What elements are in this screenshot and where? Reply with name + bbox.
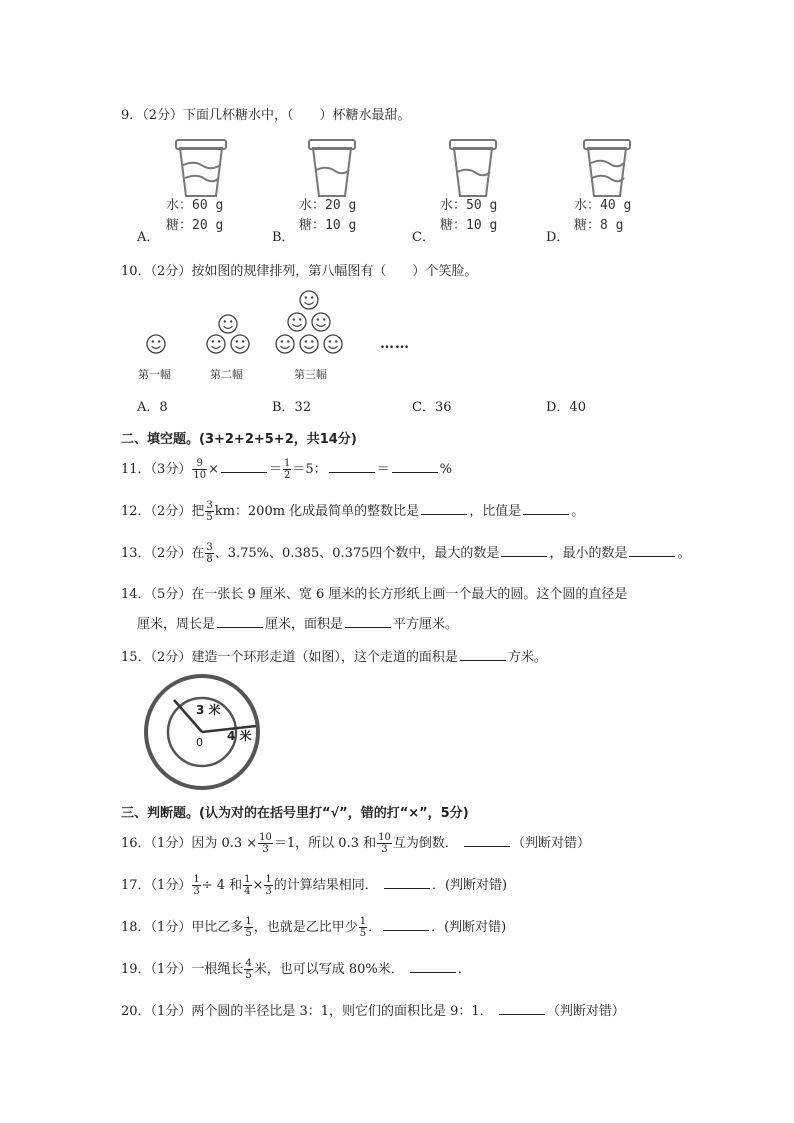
q14-blank-2[interactable] — [345, 615, 391, 628]
denominator: 8 — [206, 554, 213, 565]
smiley-icon — [324, 335, 342, 353]
q16-text: ＝1，所以 0.3 和 — [273, 836, 377, 851]
q12-blank-2[interactable] — [523, 502, 569, 515]
water-amount: 水：20 g — [299, 198, 357, 213]
q10-option-c[interactable]: C．36 — [412, 400, 452, 415]
times-sign: × — [208, 462, 219, 477]
q11-prefix: 11．（3分） — [121, 462, 192, 477]
q9-option-a-info — [166, 196, 223, 236]
period: 。 — [677, 546, 691, 561]
q13-blank-1[interactable] — [501, 544, 547, 557]
q12-prefix: 12．（2分）把 — [121, 504, 205, 519]
q16-blank[interactable] — [464, 834, 510, 847]
denominator: 5 — [245, 928, 252, 939]
q14-text-2: 厘米，面积是 — [265, 617, 344, 632]
q16-text-2: 互为倒数． — [392, 836, 458, 851]
q20 — [121, 1000, 625, 1019]
q13-text-2: ，最小的数是 — [549, 546, 628, 561]
numerator: 1 — [359, 916, 367, 927]
q9-option-d-info — [574, 196, 631, 236]
q14-text-3: 平方厘米。 — [393, 617, 459, 632]
smiley-icon — [288, 313, 306, 331]
q11-ratio-text: ＝5： — [292, 462, 327, 477]
denominator: 5 — [206, 512, 213, 523]
denominator: 3 — [265, 886, 272, 897]
q14-line-1: 14．（5分）在一张长 9 厘米、宽 6 厘米的长方形纸上画一个最大的圆。这个圆的直径是 — [121, 587, 628, 602]
q12-text-2: ，比值是 — [469, 504, 522, 519]
q9-option-b-info — [299, 196, 356, 236]
q17-fraction-1 — [192, 874, 200, 897]
cup-icon — [309, 140, 355, 196]
outer-radius-label: 4 米 — [227, 729, 252, 743]
smiley-icon — [312, 313, 330, 331]
q12-text: km：200m 化成最简单的整数比是 — [214, 504, 420, 519]
inner-radius-label: 3 米 — [196, 703, 221, 717]
q17-fraction-3 — [264, 874, 272, 897]
q19 — [121, 958, 471, 981]
period: ． — [457, 962, 471, 977]
judge-hint: ．(判断对错) — [431, 878, 508, 893]
numerator: 9 — [192, 458, 207, 470]
q19-text: 米，也可以写成 80%米． — [253, 962, 404, 977]
denominator: 10 — [193, 470, 207, 481]
smiley-icon — [300, 291, 318, 309]
equals-sign: ＝ — [268, 462, 282, 477]
cup-icon — [584, 140, 630, 196]
q13-blank-2[interactable] — [629, 544, 675, 557]
numerator: 4 — [245, 958, 252, 969]
q11-blank-2[interactable] — [329, 460, 375, 473]
numerator: 3 — [206, 542, 213, 553]
q13-fraction — [205, 542, 213, 565]
section-3-title: 三、判断题。(认为对的在括号里打“√”，错的打“×”，5分) — [121, 806, 469, 821]
denominator: 4 — [244, 886, 251, 897]
q20-text: 20．（1分）两个圆的半径比是 3：1，则它们的面积比是 9：1． — [121, 1004, 493, 1019]
q13 — [121, 542, 690, 565]
q12-blank-1[interactable] — [421, 502, 467, 515]
q9-option-a-letter[interactable]: A． — [137, 230, 160, 245]
q16 — [121, 832, 590, 855]
numerator: 1 — [245, 916, 252, 927]
q19-prefix: 19．（1分）一根绳长 — [121, 962, 244, 977]
q10-label-2: 第二幅 — [210, 368, 243, 381]
q11-fraction-2 — [283, 458, 291, 481]
q16-fraction-2 — [377, 832, 392, 855]
sugar-amount: 糖：20 g — [166, 218, 224, 233]
q17-fraction-2 — [243, 874, 251, 897]
q14-blank-1[interactable] — [217, 615, 263, 628]
q9-option-d-letter[interactable]: D． — [546, 230, 570, 245]
section-2-title: 二、填空题。(3+2+2+5+2，共14分) — [121, 432, 357, 447]
denominator: 3 — [262, 844, 269, 855]
period: 。 — [571, 504, 585, 519]
q18-fraction-2 — [359, 916, 367, 939]
q13-prefix: 13．（2分）在 — [121, 546, 205, 561]
q11-blank-3[interactable] — [392, 460, 438, 473]
judge-hint: （判断对错） — [512, 836, 591, 851]
q9-option-c-letter[interactable]: C． — [412, 230, 435, 245]
period: ． — [368, 920, 382, 935]
judge-hint: （判断对错） — [546, 1004, 625, 1019]
sugar-amount: 糖：10 g — [440, 218, 498, 233]
q18-prefix: 18．（1分）甲比乙多 — [121, 920, 244, 935]
sugar-amount: 糖：8 g — [574, 218, 624, 233]
q13-text: 、3.75%、0.385、0.375四个数中，最大的数是 — [214, 546, 500, 561]
q11-blank-1[interactable] — [221, 460, 267, 473]
q15-text: 15．（2分）建造一个环形走道（如图），这个走道的面积是 — [121, 650, 458, 665]
q9-stem: 9．（2分）下面几杯糖水中，（ ）杯糖水最甜。 — [121, 108, 411, 123]
q17 — [121, 874, 507, 897]
smiley-icon — [207, 335, 225, 353]
smiley-icon — [300, 335, 318, 353]
judge-hint: ．(判断对错) — [431, 920, 507, 935]
water-amount: 水：60 g — [166, 198, 224, 213]
q12-fraction — [205, 500, 213, 523]
numerator: 3 — [206, 500, 213, 511]
sugar-amount: 糖：10 g — [299, 218, 357, 233]
cup-icon — [176, 140, 226, 196]
q12 — [121, 500, 584, 523]
q9-option-c-info — [440, 196, 497, 236]
q17-blank[interactable] — [384, 876, 430, 889]
q16-fraction-1 — [258, 832, 273, 855]
q14-text: 厘米，周长是 — [137, 617, 216, 632]
denominator: 3 — [193, 886, 200, 897]
numerator: 1 — [244, 874, 251, 885]
q15-ring-diagram — [140, 672, 270, 792]
smiley-icon — [231, 335, 249, 353]
q10-label-1: 第一幅 — [138, 368, 171, 381]
q10-stem: 10．（2分）按如图的规律排列，第八幅图有（ ）个笑脸。 — [121, 264, 478, 279]
numerator: 1 — [193, 874, 200, 885]
q19-blank[interactable] — [410, 960, 456, 973]
q9-option-b-letter[interactable]: B． — [272, 230, 295, 245]
q17-text-2: 的计算结果相同． — [273, 878, 378, 893]
q18-fraction-1 — [244, 916, 252, 939]
q10-option-a[interactable]: A．8 — [137, 400, 168, 415]
cup-icon — [450, 140, 496, 196]
q17-text: ÷ 4 和 — [201, 878, 243, 893]
numerator: 10 — [378, 832, 391, 843]
q18 — [121, 916, 506, 939]
percent-sign: % — [439, 462, 453, 477]
smiley-icon — [276, 335, 294, 353]
denominator: 2 — [283, 470, 291, 481]
numerator: 1 — [283, 458, 291, 469]
q10-ellipsis: …… — [380, 336, 410, 352]
smiley-icon — [147, 335, 165, 353]
q10-label-3: 第三幅 — [294, 368, 327, 381]
equals-sign: ＝ — [376, 462, 390, 477]
q14-line-2 — [137, 613, 458, 632]
q16-prefix: 16．（1分）因为 0.3 × — [121, 836, 258, 851]
q17-prefix: 17．（1分） — [121, 878, 192, 893]
denominator: 5 — [359, 928, 367, 939]
water-amount: 水：50 g — [440, 198, 498, 213]
q15 — [121, 646, 547, 665]
center-label: 0 — [196, 736, 203, 749]
q11 — [121, 458, 452, 481]
numerator: 10 — [259, 832, 272, 843]
q9-cups-figure — [0, 0, 794, 260]
q11-fraction-1 — [192, 458, 207, 481]
q19-fraction — [244, 958, 252, 981]
q15-unit: 方米。 — [507, 650, 547, 665]
water-amount: 水：40 g — [574, 198, 632, 213]
numerator: 1 — [265, 874, 272, 885]
q10-option-b[interactable]: B．32 — [272, 400, 312, 415]
q18-blank[interactable] — [383, 918, 429, 931]
q20-blank[interactable] — [499, 1002, 545, 1015]
q10-option-d[interactable]: D．40 — [546, 400, 586, 415]
times-sign: × — [252, 878, 264, 893]
q15-blank[interactable] — [460, 648, 506, 661]
denominator: 3 — [381, 844, 388, 855]
smiley-icon — [219, 315, 237, 333]
q18-text: ，也就是乙比甲少 — [253, 920, 358, 935]
denominator: 5 — [245, 970, 252, 981]
